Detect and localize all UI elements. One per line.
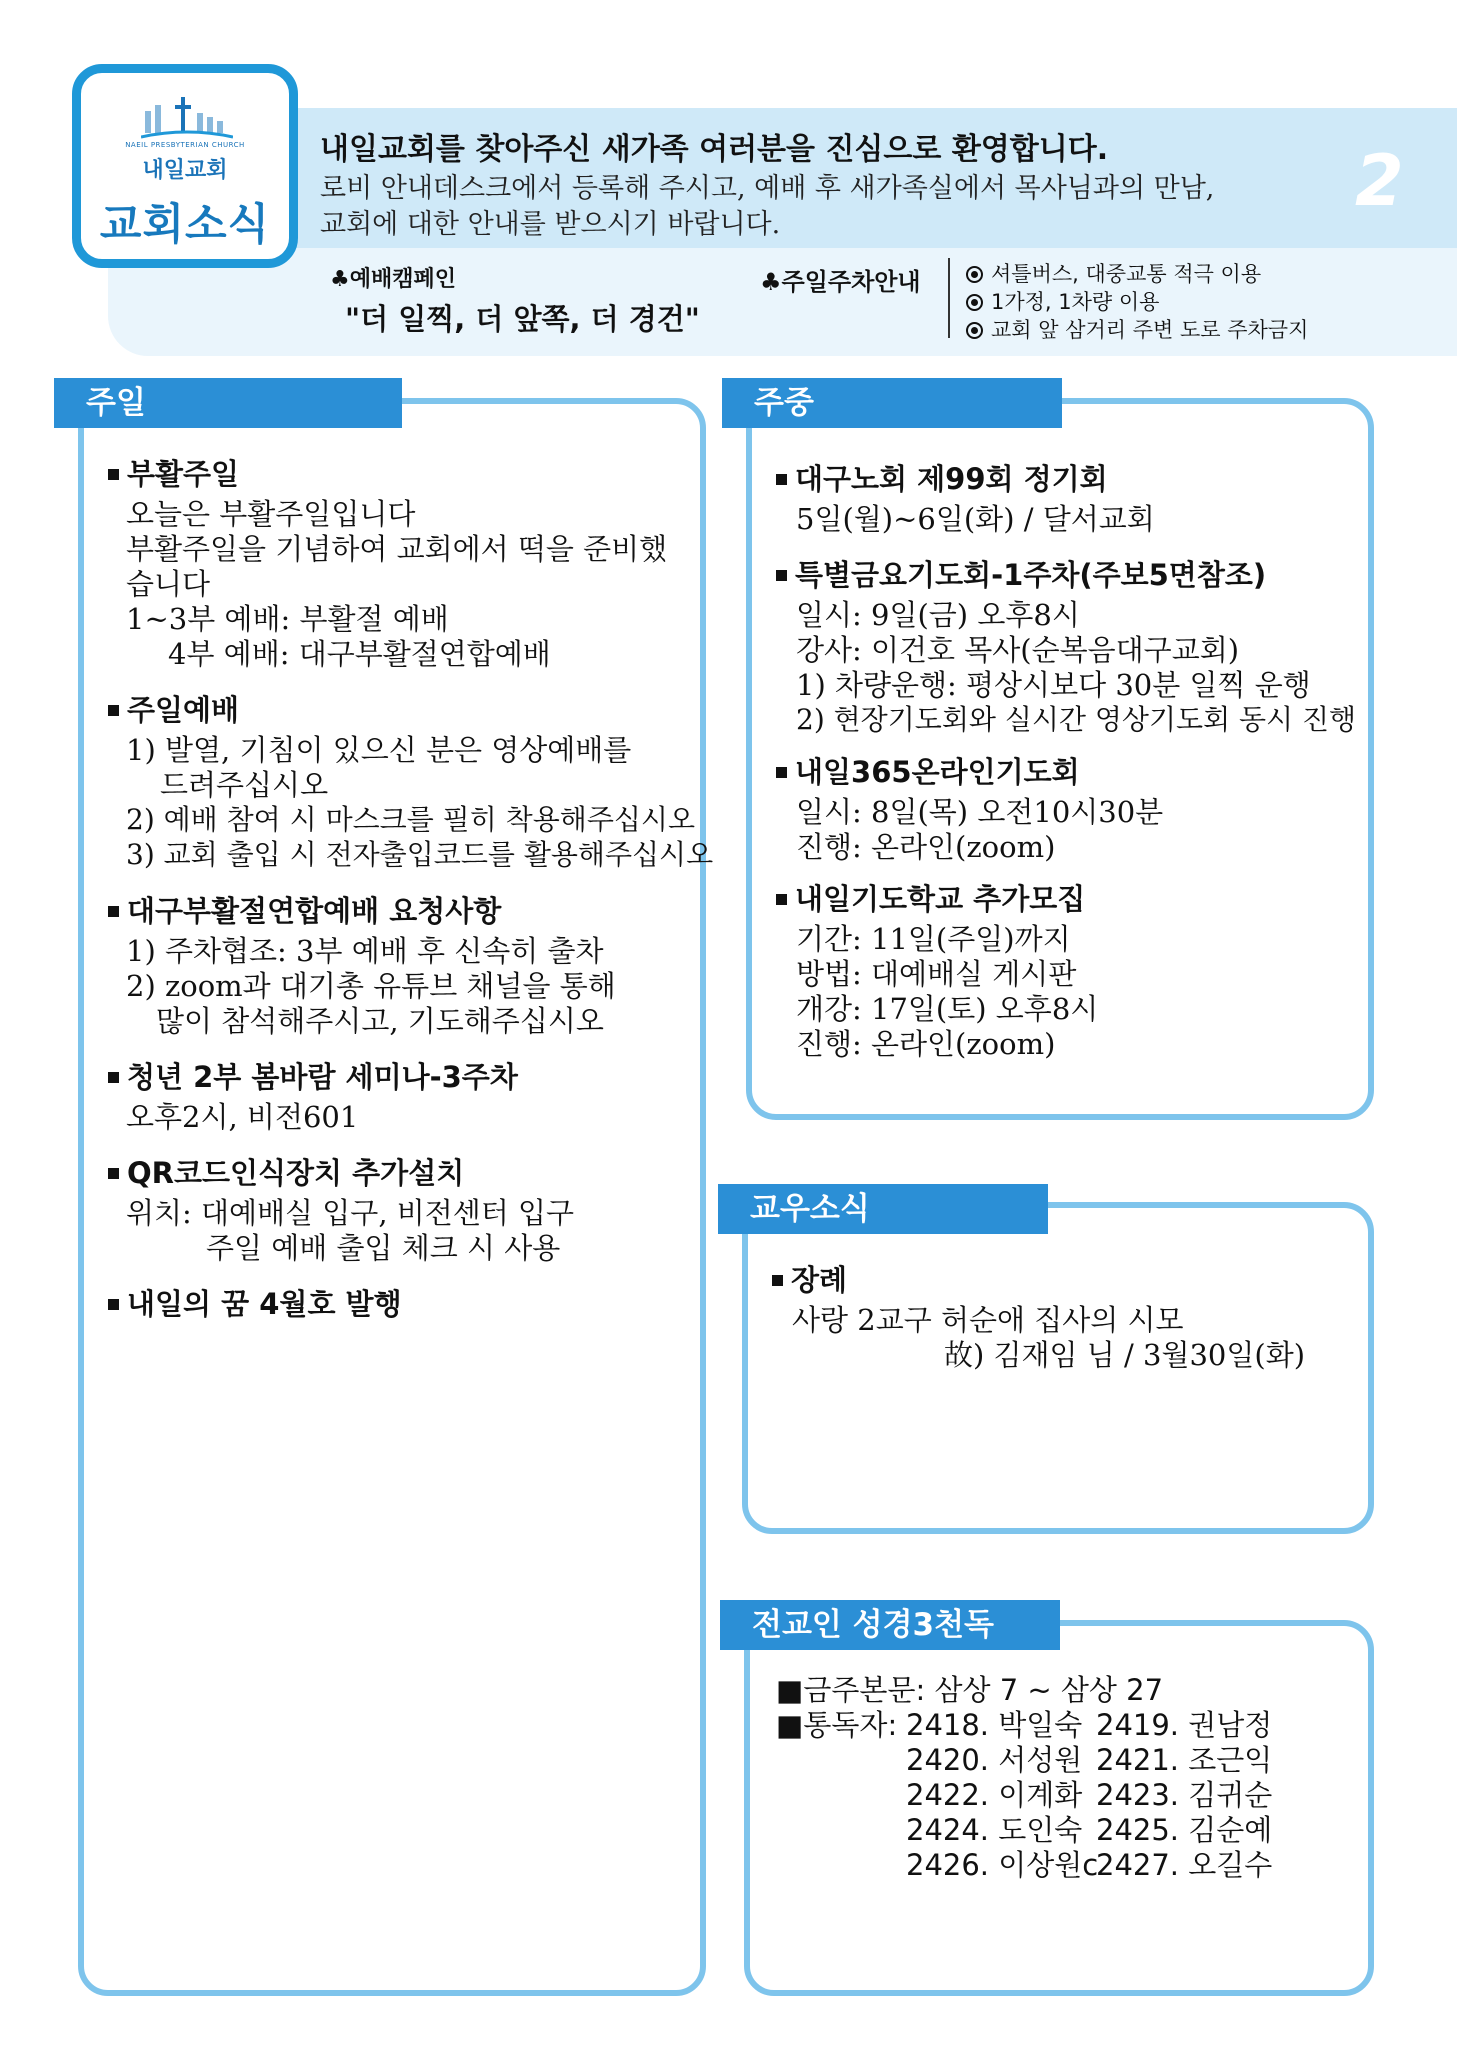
weekday-item-line: 방법: 대예배실 게시판 — [796, 957, 1077, 991]
square-bullet-icon — [108, 705, 119, 716]
reader-name: 2418. 박일숙 — [906, 1708, 1083, 1742]
weekday-item-title: 내일기도학교 추가모집 — [776, 877, 1085, 918]
page-number: 2 — [1355, 140, 1404, 222]
sunday-item-line: 드려주십시오 — [160, 768, 329, 802]
square-bullet-icon — [108, 1168, 119, 1179]
logo-subtitle: NAEIL PRESBYTERIAN CHURCH — [125, 141, 245, 149]
square-bullet-icon — [776, 767, 787, 778]
weekday-item-title: 내일365온라인기도회 — [776, 750, 1080, 791]
reader-name: 2421. 조근익 — [1096, 1743, 1273, 1777]
weekday-item-title: 대구노회 제99회 정기회 — [776, 457, 1108, 498]
church-logo — [72, 64, 298, 268]
weekday-item-line: 기간: 11일(주일)까지 — [796, 922, 1071, 956]
weekday-item-line: 일시: 8일(목) 오전10시30분 — [796, 795, 1164, 829]
sunday-item-line: 1~3부 예배: 부활절 예배 — [126, 602, 449, 636]
parking-item: 셔틀버스, 대중교통 적극 이용 — [966, 258, 1261, 288]
parking-item: 교회 앞 삼거리 주변 도로 주차금지 — [966, 314, 1308, 344]
square-bullet-icon — [772, 1275, 783, 1286]
sunday-item-line: 1) 주차협조: 3부 예배 후 신속히 출차 — [126, 934, 604, 968]
members-item-line: 사랑 2교구 허순애 집사의 시모 — [792, 1303, 1184, 1337]
bible-readers-label: ■통독자: — [776, 1708, 898, 1742]
sunday-item-line: 오늘은 부활주일입니다 — [126, 497, 416, 531]
weekday-item-line: 일시: 9일(금) 오후8시 — [796, 598, 1080, 632]
weekday-item-line: 진행: 온라인(zoom) — [796, 1027, 1056, 1061]
square-bullet-icon — [776, 894, 787, 905]
square-bullet-icon — [108, 469, 119, 480]
section-title: 교회소식 — [99, 200, 271, 250]
sunday-item-title: 대구부활절연합예배 요청사항 — [108, 889, 501, 930]
circle-bullet-icon — [966, 294, 983, 311]
church-building-icon — [141, 91, 233, 141]
square-bullet-icon — [108, 1299, 119, 1310]
sunday-item-line: 주일 예배 출입 체크 시 사용 — [206, 1231, 561, 1265]
sunday-item-title: 주일예배 — [108, 688, 239, 729]
parking-item: 1가정, 1차량 이용 — [966, 286, 1159, 316]
sunday-item-line: 1) 발열, 기침이 있으신 분은 영상예배를 — [126, 733, 632, 767]
reader-name: 2425. 김순예 — [1096, 1813, 1273, 1847]
members-item-line: 故) 김재임 님 / 3월30일(화) — [944, 1338, 1306, 1372]
weekday-item-line: 개강: 17일(토) 오후8시 — [796, 992, 1099, 1026]
circle-bullet-icon — [966, 266, 983, 283]
tab-members: 교우소식 — [718, 1184, 1048, 1234]
sunday-item-line: 3) 교회 출입 시 전자출입코드를 활용해주십시오 — [126, 838, 714, 871]
reader-name: 2426. 이상원c — [906, 1848, 1099, 1882]
reader-name: 2424. 도인숙 — [906, 1813, 1083, 1847]
weekday-item-line: 진행: 온라인(zoom) — [796, 830, 1056, 864]
welcome-line: 로비 안내데스크에서 등록해 주시고, 예배 후 새가족실에서 목사님과의 만남, — [320, 173, 1215, 204]
parking-label: ♣주일주차안내 — [760, 268, 921, 296]
square-bullet-icon — [776, 474, 787, 485]
sunday-item-line: 4부 예배: 대구부활절연합예배 — [168, 637, 551, 671]
reader-name: 2419. 권남정 — [1096, 1708, 1273, 1742]
square-bullet-icon — [108, 906, 119, 917]
welcome-line: 교회에 대한 안내를 받으시기 바랍니다. — [320, 209, 781, 240]
square-bullet-icon — [108, 1072, 119, 1083]
sunday-item-title: 청년 2부 봄바람 세미나-3주차 — [108, 1055, 518, 1096]
reader-name: 2422. 이계화 — [906, 1778, 1083, 1812]
logo-name: 내일교회 — [142, 158, 228, 183]
sunday-item-line: 2) 예배 참여 시 마스크를 필히 착용해주십시오 — [126, 803, 696, 836]
sunday-item-title: 부활주일 — [108, 452, 239, 493]
sunday-item-line: 습니다 — [126, 567, 211, 601]
sunday-item-title: QR코드인식장치 추가설치 — [108, 1151, 464, 1192]
sunday-item-line: 2) zoom과 대기총 유튜브 채널을 통해 — [126, 969, 616, 1003]
weekday-item-line: 강사: 이건호 목사(순복음대구교회) — [796, 633, 1240, 667]
weekday-item-line: 5일(월)~6일(화) / 달서교회 — [796, 502, 1155, 536]
weekday-item-line: 2) 현장기도회와 실시간 영상기도회 동시 진행 — [796, 703, 1357, 736]
sunday-item-title: 내일의 꿈 4월호 발행 — [108, 1282, 402, 1323]
sunday-item-line: 위치: 대예배실 입구, 비전센터 입구 — [126, 1196, 575, 1230]
campaign-label: ♣예배캠페인 — [330, 267, 456, 292]
welcome-title: 내일교회를 찾아주신 새가족 여러분을 진심으로 환영합니다. — [320, 132, 1109, 167]
tab-sunday: 주일 — [54, 378, 402, 428]
reader-name: 2427. 오길수 — [1096, 1848, 1273, 1882]
weekday-item-title: 특별금요기도회-1주차(주보5면참조) — [776, 553, 1266, 594]
divider — [948, 258, 950, 338]
bible-passage: ■금주본문: 삼상 7 ~ 삼상 27 — [776, 1673, 1164, 1707]
reader-name: 2420. 서성원 — [906, 1743, 1083, 1777]
tab-weekday: 주중 — [722, 378, 1062, 428]
campaign-slogan: "더 일찍, 더 앞쪽, 더 경건" — [345, 302, 700, 336]
members-item-title: 장례 — [772, 1258, 847, 1299]
sunday-item-line: 부활주일을 기념하여 교회에서 떡을 준비했 — [126, 532, 668, 566]
sunday-item-line: 많이 참석해주시고, 기도해주십시오 — [156, 1004, 604, 1038]
square-bullet-icon — [776, 570, 787, 581]
reader-name: 2423. 김귀순 — [1096, 1778, 1273, 1812]
circle-bullet-icon — [966, 322, 983, 339]
weekday-item-line: 1) 차량운행: 평상시보다 30분 일찍 운행 — [796, 668, 1311, 702]
sunday-item-line: 오후2시, 비전601 — [126, 1100, 359, 1134]
tab-bible: 전교인 성경3천독 — [720, 1600, 1060, 1650]
